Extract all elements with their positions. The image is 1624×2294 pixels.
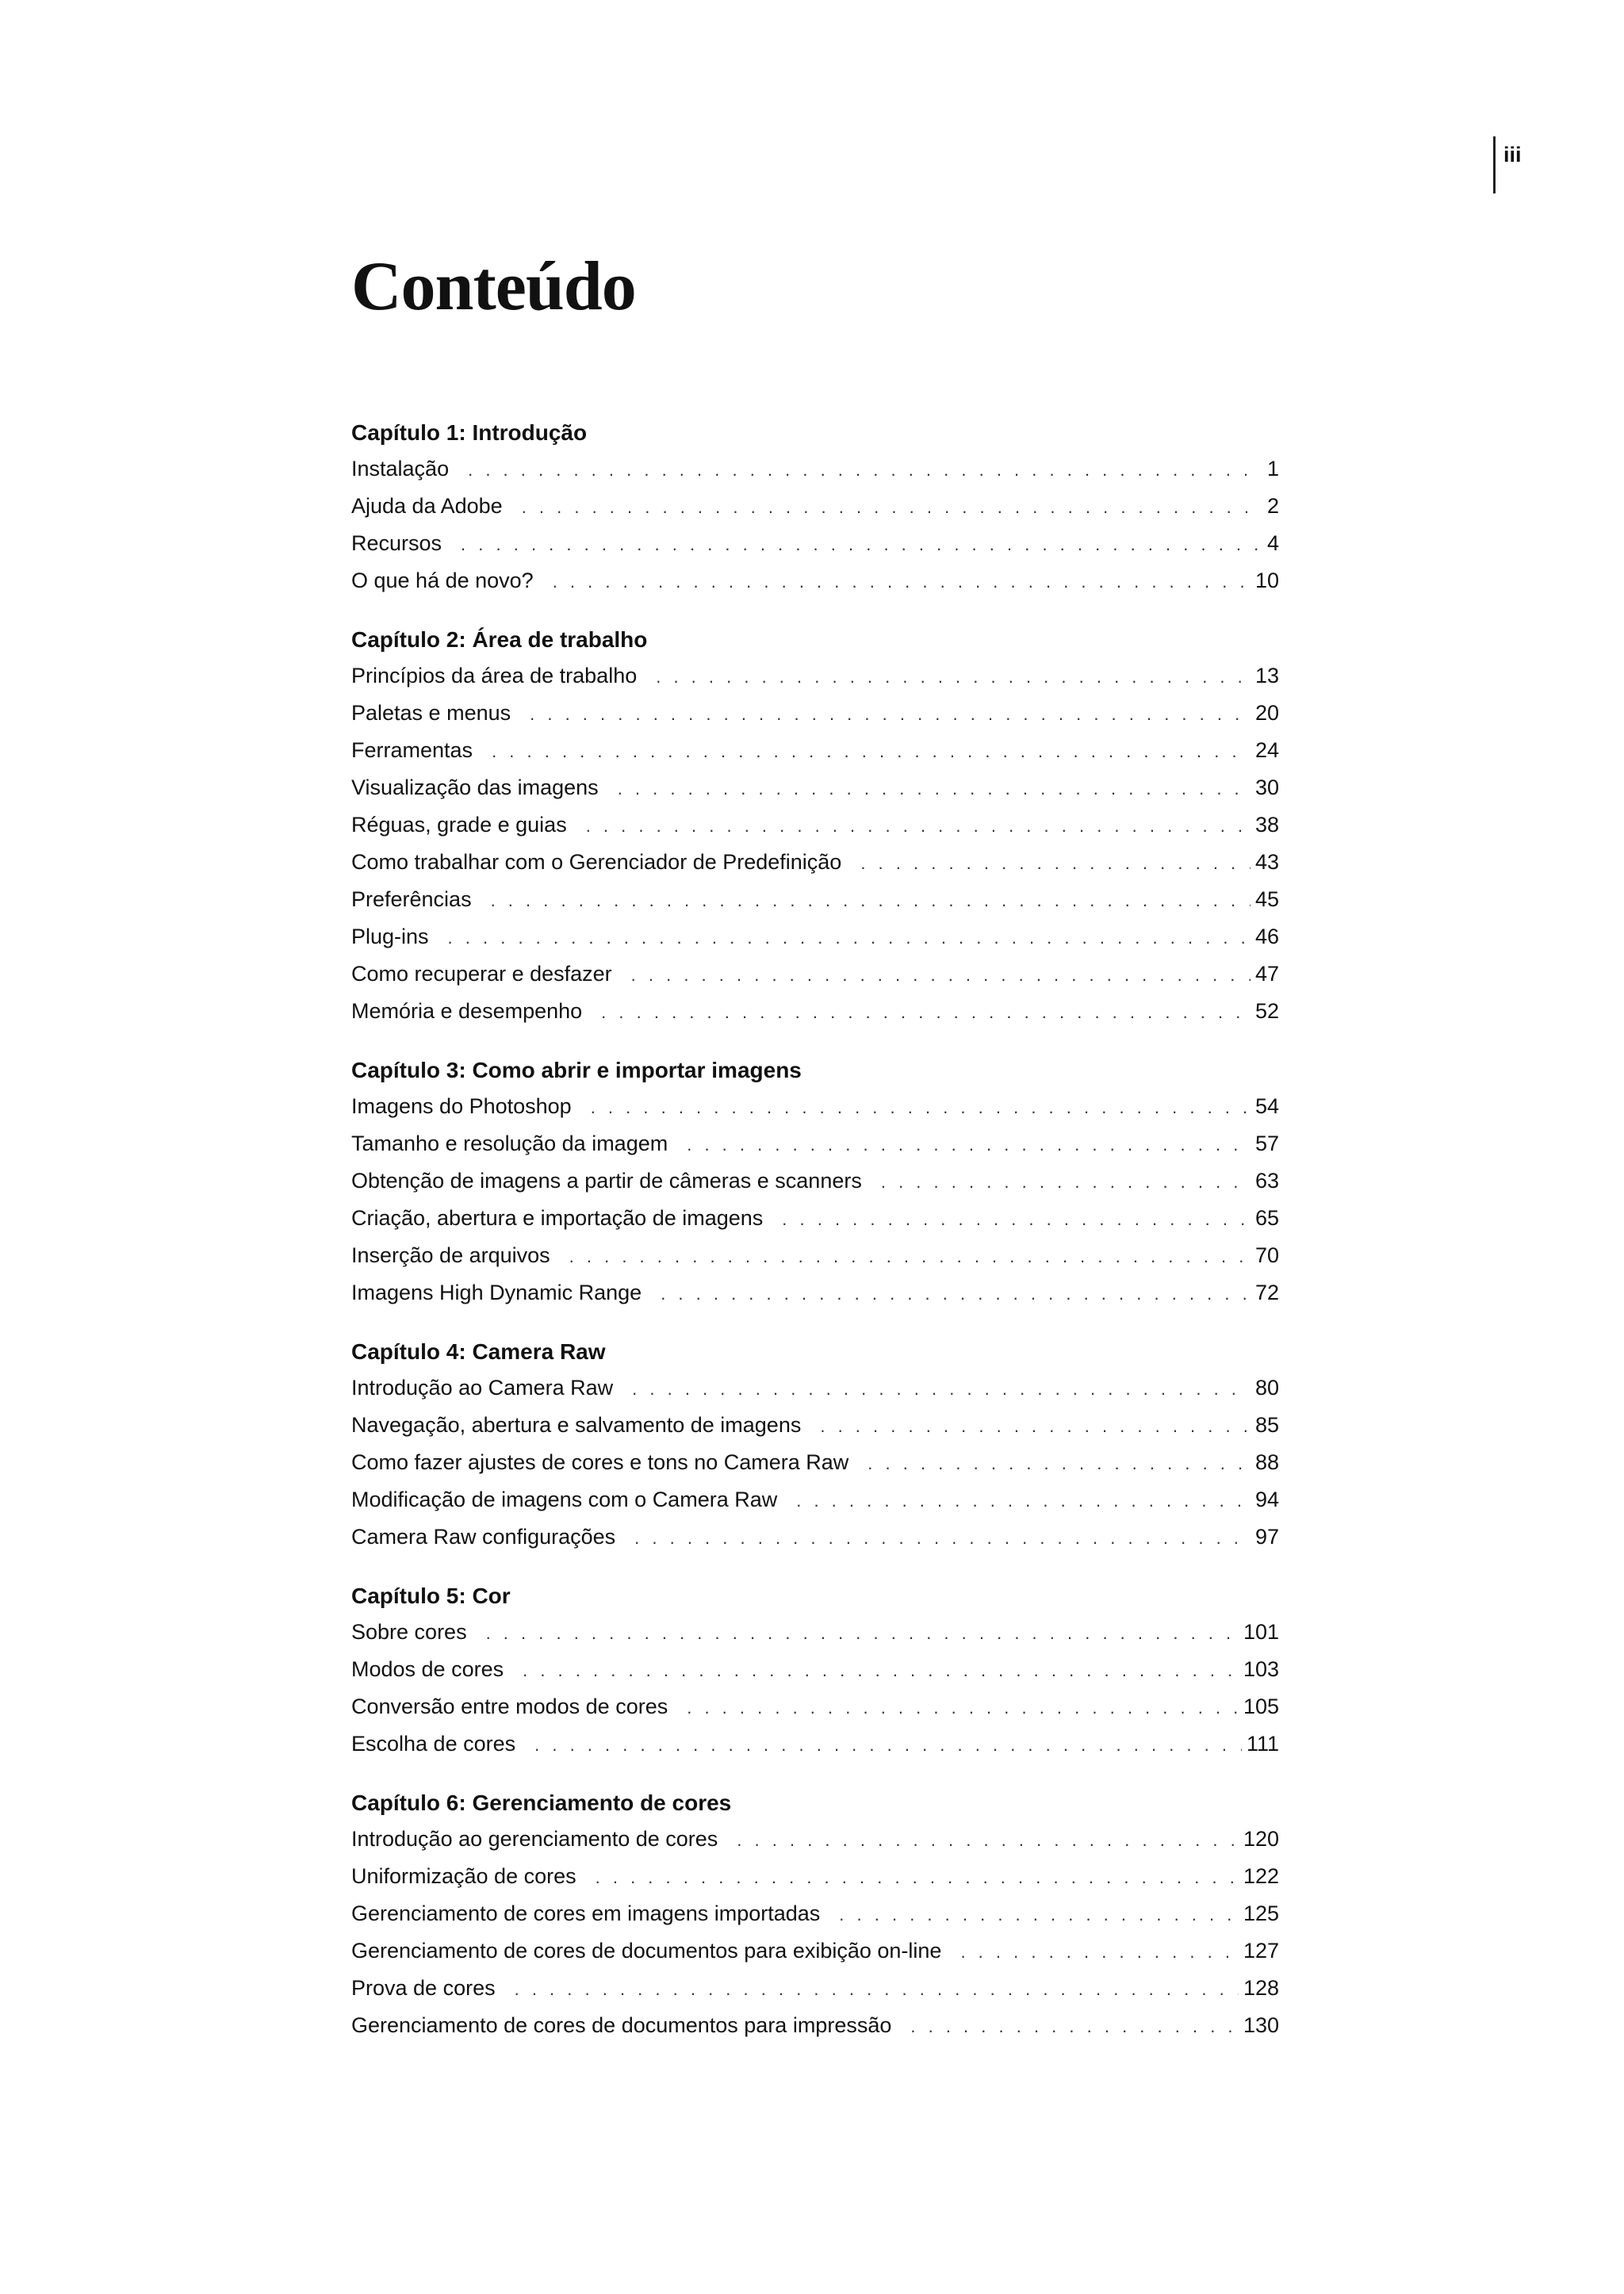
toc-entry-title: Gerenciamento de cores de documentos para exibição on-line xyxy=(351,1939,942,1963)
toc-entry-title: Modos de cores xyxy=(351,1657,504,1681)
toc-entry-page: 13 xyxy=(1254,664,1279,687)
dot-leader xyxy=(687,1126,1251,1163)
toc-chapter xyxy=(351,622,1279,1030)
toc-chapter xyxy=(351,1335,1279,1556)
dot-leader xyxy=(515,1970,1239,2008)
toc-entry-page: 80 xyxy=(1254,1376,1279,1400)
toc-entry xyxy=(351,1651,1279,1688)
dot-leader xyxy=(868,1445,1251,1482)
table-of-contents xyxy=(351,416,1279,2067)
toc-entry xyxy=(351,488,1279,525)
toc-entry-page: 4 xyxy=(1266,531,1279,555)
toc-entry xyxy=(351,1518,1279,1556)
toc-entry-title: Gerenciamento de cores em imagens importadas xyxy=(351,1901,821,1925)
toc-entry-page: 38 xyxy=(1254,813,1279,837)
toc-entry xyxy=(351,806,1279,844)
toc-entry-title: Como fazer ajustes de cores e tons no Camera Raw xyxy=(351,1450,849,1474)
toc-chapter xyxy=(351,1786,1279,2044)
dot-leader xyxy=(522,488,1262,526)
toc-entry-page: 10 xyxy=(1254,569,1279,592)
toc-entry xyxy=(351,1274,1279,1312)
toc-entry xyxy=(351,844,1279,881)
toc-entry-page: 63 xyxy=(1254,1169,1279,1193)
toc-entry-title: Ajuda da Adobe xyxy=(351,494,503,518)
toc-entry xyxy=(351,1725,1279,1763)
toc-entry-page: 120 xyxy=(1243,1827,1279,1851)
toc-entry-page: 2 xyxy=(1266,494,1279,518)
toc-entry-page: 105 xyxy=(1243,1695,1279,1718)
dot-leader xyxy=(737,1821,1239,1859)
toc-entry-title: Obtenção de imagens a partir de câmeras e scanners xyxy=(351,1169,862,1193)
toc-entry-page: 47 xyxy=(1254,962,1279,986)
toc-entry-page: 122 xyxy=(1243,1864,1279,1888)
toc-entry-page: 20 xyxy=(1254,701,1279,725)
toc-entry-title: Como trabalhar com o Gerenciador de Predefinição xyxy=(351,850,842,874)
toc-entry-page: 127 xyxy=(1243,1939,1279,1963)
toc-entry-page: 128 xyxy=(1243,1976,1279,2000)
toc-chapter xyxy=(351,1579,1279,1763)
toc-entry xyxy=(351,1200,1279,1237)
toc-entry-page: 52 xyxy=(1254,999,1279,1023)
toc-entry xyxy=(351,2007,1279,2044)
toc-entry-page: 85 xyxy=(1254,1413,1279,1437)
toc-entry-page: 88 xyxy=(1254,1450,1279,1474)
toc-entry xyxy=(351,918,1279,956)
dot-leader xyxy=(618,770,1251,807)
toc-entry-title: Introdução ao Camera Raw xyxy=(351,1376,614,1400)
dot-leader xyxy=(860,844,1251,882)
toc-entry-page: 1 xyxy=(1266,457,1279,481)
toc-entry-title: Instalação xyxy=(351,457,450,481)
toc-entry-page: 94 xyxy=(1254,1488,1279,1511)
toc-entry-title: Paletas e menus xyxy=(351,701,511,725)
toc-entry-title: Memória e desempenho xyxy=(351,999,583,1023)
toc-entry-title: Escolha de cores xyxy=(351,1732,516,1756)
toc-entry xyxy=(351,881,1279,918)
dot-leader xyxy=(486,1614,1239,1652)
dot-leader xyxy=(687,1689,1239,1726)
toc-entry xyxy=(351,1444,1279,1481)
dot-leader xyxy=(461,526,1262,563)
page-number: iii xyxy=(1503,143,1522,167)
toc-entry-title: Navegação, abertura e salvamento de imagens xyxy=(351,1413,802,1437)
dot-leader xyxy=(910,2008,1239,2045)
toc-entry-page: 24 xyxy=(1254,738,1279,762)
toc-entry xyxy=(351,1162,1279,1200)
chapter-heading: Capítulo 2: Área de trabalho xyxy=(351,627,648,652)
toc-entry-title: Imagens High Dynamic Range xyxy=(351,1281,642,1304)
dot-leader xyxy=(634,1519,1251,1557)
toc-entry-page: 45 xyxy=(1254,887,1279,911)
toc-entry-title: Tamanho e resolução da imagem xyxy=(351,1132,668,1155)
toc-entry-page: 130 xyxy=(1243,2013,1279,2037)
toc-entry xyxy=(351,993,1279,1030)
toc-entry-title: Camera Raw configurações xyxy=(351,1525,616,1549)
toc-entry-title: O que há de novo? xyxy=(351,569,534,592)
toc-entry-page: 72 xyxy=(1254,1281,1279,1304)
dot-leader xyxy=(631,956,1251,994)
toc-entry-page: 97 xyxy=(1254,1525,1279,1549)
toc-entry xyxy=(351,657,1279,695)
dot-leader xyxy=(492,733,1251,770)
chapter-heading: Capítulo 6: Gerenciamento de cores xyxy=(351,1790,732,1815)
toc-entry-title: Inserção de arquivos xyxy=(351,1243,550,1267)
toc-entry xyxy=(351,732,1279,769)
toc-entry xyxy=(351,1932,1279,1970)
toc-entry xyxy=(351,1088,1279,1125)
toc-entry xyxy=(351,525,1279,562)
toc-entry-title: Ferramentas xyxy=(351,738,473,762)
toc-entry xyxy=(351,1821,1279,1858)
dot-leader xyxy=(960,1933,1238,1970)
dot-leader xyxy=(796,1482,1251,1519)
dot-leader xyxy=(534,1726,1242,1764)
toc-entry xyxy=(351,1614,1279,1651)
toc-entry-page: 125 xyxy=(1243,1901,1279,1925)
toc-entry-page: 70 xyxy=(1254,1243,1279,1267)
toc-entry xyxy=(351,956,1279,993)
dot-leader xyxy=(553,563,1251,600)
toc-entry-title: Princípios da área de trabalho xyxy=(351,664,638,687)
dot-leader xyxy=(596,1859,1239,1896)
toc-entry xyxy=(351,562,1279,599)
toc-entry-page: 57 xyxy=(1254,1132,1279,1155)
toc-entry-title: Sobre cores xyxy=(351,1620,467,1644)
dot-leader xyxy=(591,1089,1251,1126)
chapter-heading: Capítulo 4: Camera Raw xyxy=(351,1339,606,1364)
toc-chapter xyxy=(351,1053,1279,1312)
chapter-heading: Capítulo 1: Introdução xyxy=(351,420,588,445)
dot-leader xyxy=(820,1407,1251,1445)
toc-entry xyxy=(351,1481,1279,1518)
page-title: Conteúdo xyxy=(351,248,636,325)
toc-entry-title: Criação, abertura e importação de imagens xyxy=(351,1206,764,1230)
toc-entry-page: 111 xyxy=(1246,1732,1279,1756)
toc-entry-title: Recursos xyxy=(351,531,442,555)
toc-entry xyxy=(351,1688,1279,1725)
dot-leader xyxy=(661,1275,1251,1312)
toc-entry xyxy=(351,1407,1279,1444)
toc-entry xyxy=(351,1237,1279,1274)
dot-leader xyxy=(782,1201,1251,1238)
dot-leader xyxy=(530,695,1251,733)
toc-entry-page: 46 xyxy=(1254,925,1279,948)
toc-entry-page: 65 xyxy=(1254,1206,1279,1230)
toc-entry-title: Uniformização de cores xyxy=(351,1864,576,1888)
toc-entry xyxy=(351,1125,1279,1162)
toc-entry xyxy=(351,769,1279,806)
toc-entry-title: Introdução ao gerenciamento de cores xyxy=(351,1827,718,1851)
toc-entry xyxy=(351,1895,1279,1932)
toc-entry-page: 30 xyxy=(1254,776,1279,799)
toc-chapter xyxy=(351,416,1279,599)
toc-entry-title: Réguas, grade e guias xyxy=(351,813,567,837)
dot-leader xyxy=(491,882,1251,919)
toc-entry-page: 43 xyxy=(1254,850,1279,874)
toc-entry-page: 103 xyxy=(1243,1657,1279,1681)
toc-entry xyxy=(351,450,1279,488)
dot-leader xyxy=(586,807,1251,844)
dot-leader xyxy=(881,1163,1251,1201)
toc-entry-title: Como recuperar e desfazer xyxy=(351,962,612,986)
page-number-marker xyxy=(1493,136,1522,193)
dot-leader xyxy=(632,1370,1251,1407)
toc-entry-title: Imagens do Photoshop xyxy=(351,1094,572,1118)
dot-leader xyxy=(569,1238,1251,1275)
dot-leader xyxy=(523,1652,1239,1689)
toc-entry xyxy=(351,1369,1279,1407)
dot-leader xyxy=(448,919,1251,956)
toc-entry-title: Visualização das imagens xyxy=(351,776,599,799)
dot-leader xyxy=(656,658,1251,695)
toc-entry-title: Plug-ins xyxy=(351,925,429,948)
toc-entry-title: Preferências xyxy=(351,887,472,911)
chapter-heading: Capítulo 3: Como abrir e importar imagens xyxy=(351,1058,802,1082)
toc-entry-title: Conversão entre modos de cores xyxy=(351,1695,668,1718)
dot-leader xyxy=(601,994,1251,1031)
toc-entry xyxy=(351,1970,1279,2007)
toc-entry-page: 54 xyxy=(1254,1094,1279,1118)
toc-entry xyxy=(351,695,1279,732)
dot-leader xyxy=(839,1896,1239,1933)
chapter-heading: Capítulo 5: Cor xyxy=(351,1584,511,1608)
toc-entry-title: Gerenciamento de cores de documentos para impressão xyxy=(351,2013,892,2037)
dot-leader xyxy=(468,451,1262,488)
toc-entry-page: 101 xyxy=(1243,1620,1279,1644)
toc-entry-title: Modificação de imagens com o Camera Raw xyxy=(351,1488,778,1511)
toc-entry xyxy=(351,1858,1279,1895)
toc-entry-title: Prova de cores xyxy=(351,1976,496,2000)
